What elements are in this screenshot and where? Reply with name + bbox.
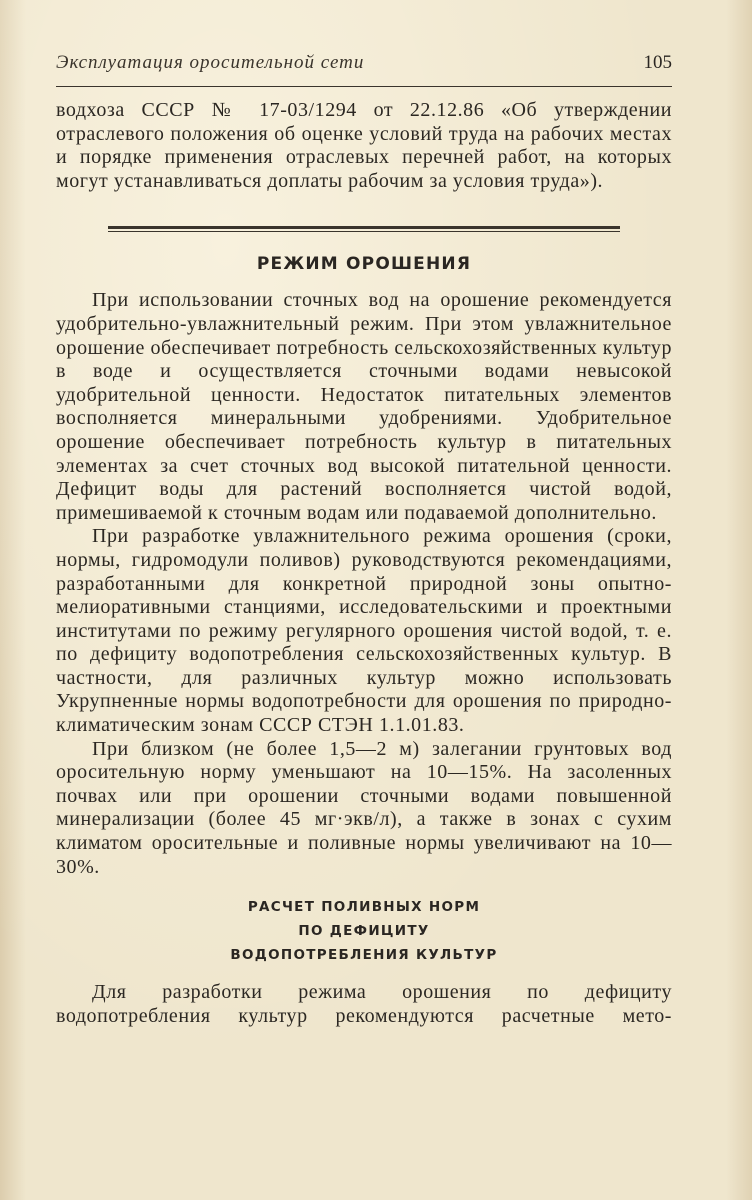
- subsection-heading-line: РАСЧЕТ ПОЛИВНЫХ НОРМ: [247, 899, 481, 916]
- section-heading: РЕЖИМ ОРОШЕНИЯ: [256, 254, 472, 275]
- divider-thick-line: [108, 226, 620, 229]
- subsection-paragraph: Для разработки режима орошения по дефициту водопотребления культур рекомендуются расчетные мето-: [56, 981, 672, 1027]
- section-paragraph: При близком (не более 1,5—2 м) залегании грунтовых вод оросительную норму уменьшают на 10—15%. На засоленных почвах или при орошении сточными водами повышенной минерализации (более 45 мг·экв/л), а также в зонах с сухим климатом оросительные и поливные нормы увеличивают на 10—30%.: [56, 737, 672, 878]
- running-head-title: Эксплуатация оросительной сети: [56, 52, 365, 73]
- continued-paragraph: водхоза СССР № 17-03/1294 от 22.12.86 «Об утверждении отраслевого положения об оценке условий труда на рабочих местах и порядке применения отраслевых перечней работ, на которых могут устанавливаться доплаты рабочим за условия труда»).: [56, 99, 672, 192]
- divider-thin-line: [108, 231, 620, 232]
- running-head: [56, 52, 672, 87]
- section-paragraph: При использовании сточных вод на орошение рекомендуется удобрительно-увлажнительный режим. При этом увлажнительное орошение обеспечивает потребность сельскохозяйственных культур в воде и осуществляется сточными водами невысокой удобрительной ценности. Недостаток питательных элементов восполняется минеральными удобрениями. Удобрительное орошение обеспечивает потребность культур в питательных элементах за счет сточных вод высокой питательной ценности. Дефицит воды для растений восполняется чистой водой, примешиваемой к сточным водам или подаваемой дополнительно.: [56, 289, 673, 524]
- page-number: 105: [643, 52, 672, 73]
- subsection-heading-line: ВОДОПОТРЕБЛЕНИЯ КУЛЬТУР: [230, 947, 498, 964]
- section-paragraph: При разработке увлажнительного режима орошения (сроки, нормы, гидромодули поливов) руководствуются рекомендациями, разработанными для конкретной природной зоны опытно-мелиоративными станциями, исследовательскими и проектными институтами по режиму регулярного орошения чистой водой, т. е. по дефициту водопотребления сельскохозяйственных культур. В частности, для различных культур можно использовать Укрупненные нормы водопотребности для орошения по природно-климатическим зонам СССР СТЭН 1.1.01.83.: [56, 525, 672, 737]
- book-page: [56, 52, 672, 1028]
- subsection-heading: [56, 895, 672, 967]
- subsection-heading-line: ПО ДЕФИЦИТУ: [298, 923, 430, 940]
- section-divider: [108, 226, 620, 232]
